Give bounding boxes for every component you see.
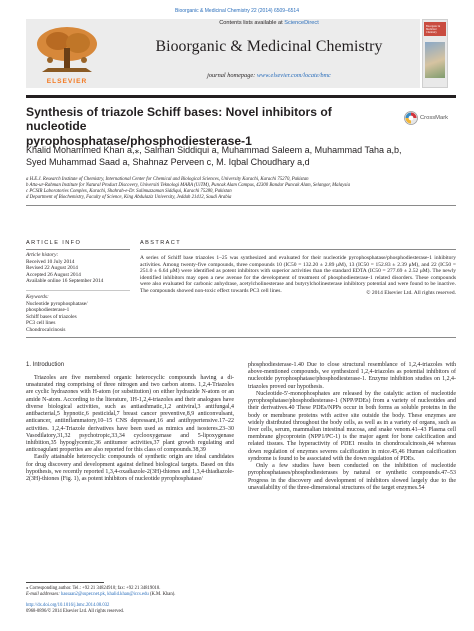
issn-line: 0968-0896/© 2014 Elsevier Ltd. All rights reserved.: [26, 608, 125, 614]
keywords-list: [26, 301, 134, 333]
cover-title: Bioorganic & Medicinal Chemistry: [426, 25, 441, 34]
authors-line-2: Syed Muhammad Saad a, Shahnaz Perveen c, M. Iqbal Choudhary a,d: [26, 156, 310, 167]
abstract-heading: ABSTRACT: [140, 240, 182, 246]
intro-paragraph: Nucleotide-5′-monophosphates are released by the catalytic action of nucleotide pyrophosphatase/phosphodiesterase-1 (NPP/PDEs) from a variety of nucleotides and their derivatives.40 These PDEs/NPPs occur in both forms as soluble proteins in the body or membrane proteins with active site outside the body. These enzymes are widely distributed throughout the body cells, as well as in a variety of organs, such as liver cells, serum, mammalian intestinal mucosa, and snake venom.41–43 Plasma cell membrane glycoprotein (NPP1/PC-1) is the major agent for bone calcification and related tissues. The hyperactivity of PDE1 results in chondrocalcinosis,44 whereas down regulation of enzymes severes calcification in mice.45,46 Human calcification syndrome is found to be associated with the down regulation of PDEs.: [248, 390, 456, 462]
title-line-1: Synthesis of triazole Schiff bases: Novel inhibitors of nucleotide: [26, 105, 332, 134]
affiliation-d: d Department of Biochemistry, Faculty of Science, King Abdulaziz University, Jeddah 21412, Saudi Arabia: [26, 194, 232, 200]
homepage-prefix: journal homepage:: [207, 72, 257, 79]
footnotes: [26, 586, 246, 598]
doi-block: [26, 603, 246, 615]
affiliation-a: a H.E.J. Research Institute of Chemistry, International Center for Chemical and Biological Sciences, University Karachi, Karachi 75270, Pakistan: [26, 177, 309, 182]
footnote-rule: [26, 582, 104, 583]
email-prefix: E-mail addresses:: [26, 591, 61, 597]
history-revised: Revised 22 August 2014: [26, 265, 78, 272]
header-rule: [26, 95, 456, 98]
intro-paragraph: phosphodiesterase-1.40 Due to close structural resemblance of 1,2,4-triazoles with above-mentioned compounds, we synthesized 1,2,4-triazoles as potential inhibitors of nucleotide pyrophosphatase/phosphodiesterase-1. Enzyme inhibition studies on 1,2,4-triazoles proved our hypothesis.: [248, 362, 456, 390]
email-suffix: (K.M. Khan).: [148, 591, 176, 597]
affiliation-rule: [26, 205, 456, 206]
history-label: Article history:: [26, 252, 59, 258]
intro-paragraph: Easily attainable heterocyclic compounds of synthetic origin are ideal candidates for drug discovery and development against defined biological targets. Based on this hypothesis, we recently reported 1,3,4-oxadiazole-2(3H)-thiones and 1,3,4-thiadiazole-2(3H)-thiones (Fig. 1), as potent inhibitors of nucleotide pyrophosphatase/: [26, 454, 234, 483]
intro-right-column: [248, 362, 456, 492]
abstract-copyright: © 2014 Elsevier Ltd. All rights reserved.: [366, 290, 456, 296]
keyword-item: Schiff bases of triazoles: [26, 313, 77, 320]
introduction-heading: 1. Introduction: [26, 362, 65, 368]
history-accepted: Accepted 26 August 2014: [26, 271, 81, 278]
article-info-heading: ARTICLE INFO: [26, 240, 82, 246]
keywords-rule: [26, 290, 130, 291]
contents-prefix: Contents lists available at: [219, 20, 285, 26]
elsevier-tree-logo: [28, 24, 106, 76]
intro-left-column: [26, 375, 234, 483]
doi-link[interactable]: http://dx.doi.org/10.1016/j.bmc.2014.08.032: [26, 603, 110, 608]
crossmark-label: CrossMark: [420, 115, 449, 121]
authors-line-1: Khalid Mohammed Khan a,⁎, Salman Siddiqui a, Muhammad Saleem a, Muhammad Taha a,b,: [26, 145, 402, 155]
crossmark-badge[interactable]: [404, 111, 454, 127]
affiliation-c: c PCSIR Laboratories Complex, Karachi, Shahrah-e-Dr. Salimuzzaman Siddiqui, Karachi 75280, Pakistan: [26, 188, 232, 194]
email-line: [26, 592, 246, 598]
abstract-rule: [140, 249, 456, 250]
article-title: [26, 105, 371, 148]
keyword-item: Chondrocalcinosis: [26, 326, 66, 333]
keyword-item: Nucleotide pyrophosphatase/: [26, 301, 88, 307]
journal-cover-thumbnail[interactable]: [422, 19, 448, 88]
affiliations: [26, 177, 456, 201]
abstract-text: A series of Schiff base triazoles 1–25 was synthesized and evaluated for their nucleotide pyrophosphatase/phosphodiesterase-1 inhibitory activities. Among twenty-five compounds, three compounds 10 (IC50 = 132.20 ± 2.89 μM), 13 (IC50 = 152.83 ± 2.39 μM), and 22 (IC50 = 251.0 ± 6.64 μM) were identified as potent inhibitors with superior activities than the standard EDTA (IC50 = 277.69 ± 2.52 μM). The newly identified inhibitors may open a new avenue for the development of treatment of phosphodiesterase-1 related disorders. These compounds were also evaluated for carbonic anhydrase, acetylcholinesterase and butyrylcholinesterase inhibitory potential and were found to be inactive. The compounds showed non-toxic effect towards PC3 cell lines.: [140, 255, 456, 294]
corresponding-author-note: ⁎ Corresponding author. Tel.: +92 21 34824910; fax: +92 21 34819018.: [26, 586, 161, 591]
cover-header: [424, 22, 446, 36]
history-received: Received 10 July 2014: [26, 259, 75, 265]
running-head[interactable]: Bioorganic & Medicinal Chemistry 22 (2014) 6509–6514: [175, 8, 299, 14]
email-links[interactable]: hassaan2@super.net.pk, khalid.khan@iccs.edu: [60, 591, 149, 597]
journal-homepage: [120, 72, 418, 79]
keyword-item: PC3 cell lines: [26, 320, 56, 327]
keyword-item: phosphodiesterase-1: [26, 307, 70, 314]
history-online: Available online 16 September 2014: [26, 278, 104, 285]
contents-line: [120, 20, 418, 26]
author-list: [26, 145, 446, 168]
elsevier-wordmark: ELSEVIER: [46, 78, 88, 85]
keywords-label: Keywords:: [26, 294, 49, 300]
affiliation-b: b Atta-ur-Rahman Institute for Natural Product Discovery, Universiti Teknologi MARA (UiTM), Puncak Alam Campus, 42300 Bandar Puncak Alam, Selangor, Malaysia: [26, 182, 351, 188]
title-line-2: pyrophosphatase/phosphodiesterase-1: [26, 133, 252, 148]
cover-image: [425, 42, 445, 78]
intro-paragraph: Only a few studies have been conducted on the inhibition of nucleotide pyrophosphatases/phosphodiesterases by natural or synthetic compounds.47–53 Progress in the discovery and development of inhibitors slowed largely due to the unavailability of the three-dimensional structures of the target enzymes.54: [248, 463, 456, 491]
crossmark-icon: [404, 111, 418, 125]
sciencedirect-link[interactable]: ScienceDirect: [284, 20, 319, 26]
abstract-bottom-rule: [26, 337, 456, 338]
article-info-rule: [26, 249, 130, 250]
homepage-link[interactable]: www.elsevier.com/locate/bmc: [256, 72, 331, 79]
journal-title: Bioorganic & Medicinal Chemistry: [155, 38, 383, 55]
history-list: [26, 259, 134, 285]
intro-paragraph: Triazoles are five membered organic heterocyclic compounds having a di-unsaturated ring comprising of three nitrogen and two carbon atoms. 1,2,4-Triazoles are cyclic hydrazones with H-atom (or substitution) on either hydrazide N-atom or an amide N-atom. According to the literature, 1H-1,2,4-triazoles and their analogues have diverse biological activities, such as antiasthmatic,1,2 antiviral,3 antifungal,4 antibacterial,5 hypnotic,6 pesticidal,7 breast cancer preventive,8,9 anticonvulsant, anticancer, antiinflammatory,10–15 CNS depressant,16 and antihypertensive.17–22 activities. 1,2,4-Triazole derivatives have been used as mimics and isosteres.23–30 Vasodilatory,31,32 psychotropic,33,34 cyclooxygenase and 5-lipoxygenase inhibition,35 hypoglycemic,36 antitumor activities,37 plant growth regulating and anticoagulant properties are also reported for this class of compounds.38,39: [26, 375, 234, 454]
